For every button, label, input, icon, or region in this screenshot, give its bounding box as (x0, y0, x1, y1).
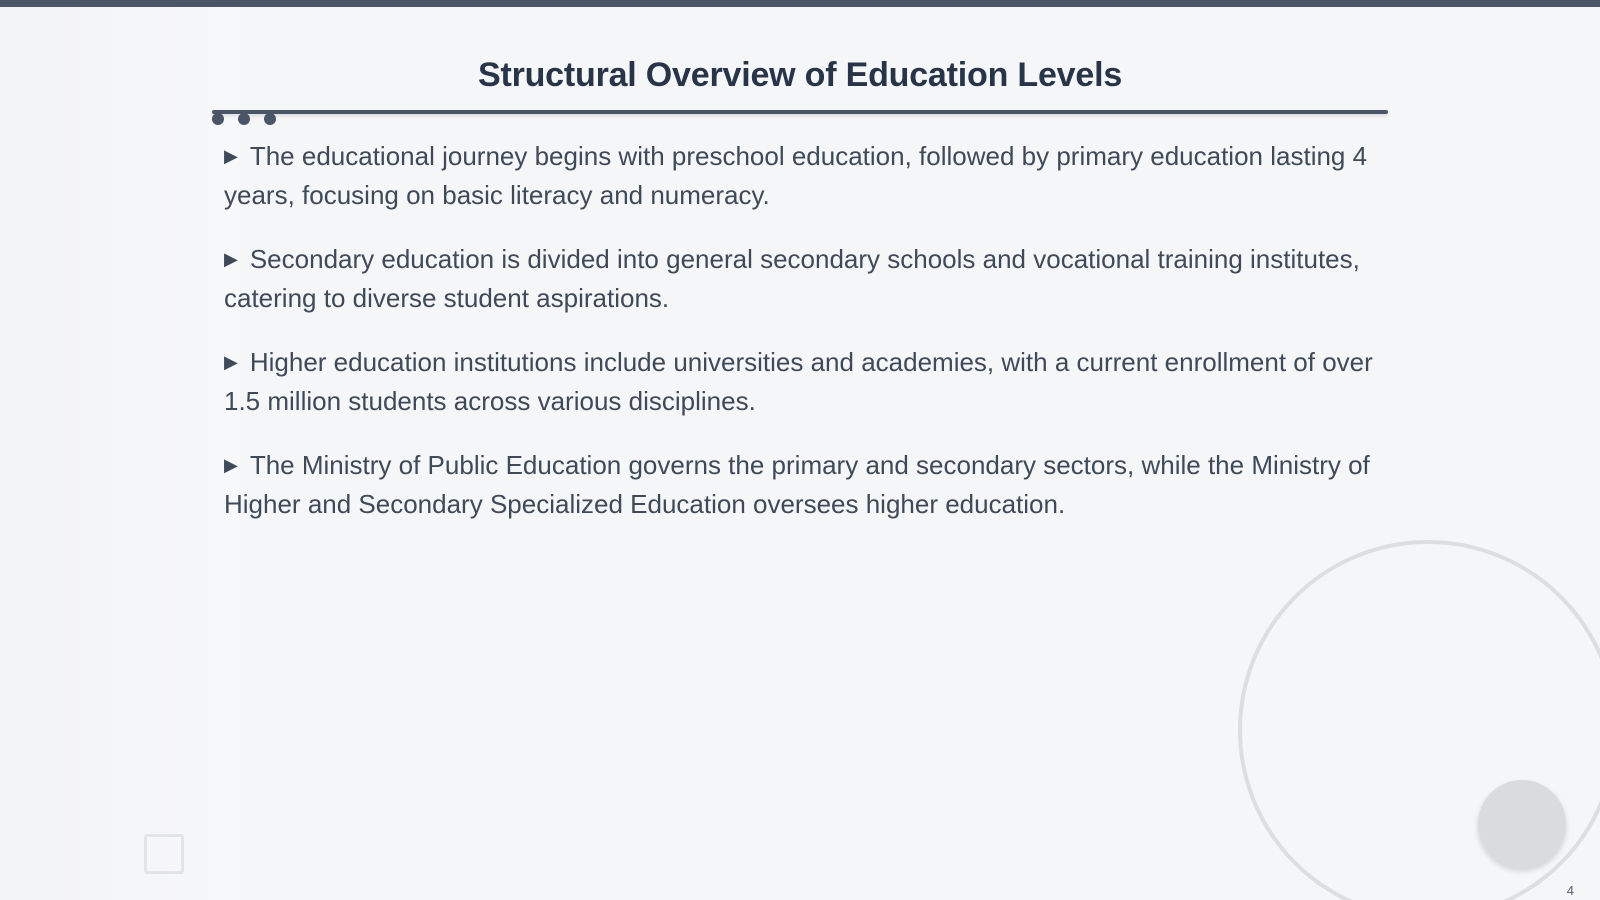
bullet-item (224, 447, 1374, 522)
triangle-bullet-icon: ▶ (224, 146, 238, 166)
decorative-square (144, 834, 184, 874)
triangle-bullet-icon: ▶ (224, 249, 238, 269)
decorative-dot-2 (238, 113, 250, 125)
bullet-item (224, 344, 1374, 419)
title-underline (212, 110, 1388, 114)
bullet-text: Secondary education is divided into general secondary schools and vocational training institutes, catering to diverse student aspirations. (224, 244, 1360, 313)
triangle-bullet-icon: ▶ (224, 352, 238, 372)
decorative-dot-1 (212, 113, 224, 125)
bullet-text: The educational journey begins with preschool education, followed by primary education lasting 4 years, focusing on basic literacy and numeracy. (224, 141, 1368, 210)
bullet-list (224, 138, 1374, 550)
bullet-text: The Ministry of Public Education governs the primary and secondary sectors, while the Ministry of Higher and Secondary Specialized Education oversees higher education. (224, 450, 1370, 519)
left-shade-panel (0, 7, 240, 900)
bullet-item (224, 138, 1374, 213)
bullet-text: Higher education institutions include universities and academies, with a current enrollment of over 1.5 million students across various disciplines. (224, 347, 1373, 416)
top-accent-bar (0, 0, 1600, 7)
slide-title: Structural Overview of Education Levels (477, 56, 1123, 94)
page-number: 4 (1566, 883, 1574, 898)
decorative-disc (1478, 780, 1566, 868)
triangle-bullet-icon: ▶ (224, 455, 238, 475)
bullet-item (224, 241, 1374, 316)
decorative-dot-3 (264, 113, 276, 125)
